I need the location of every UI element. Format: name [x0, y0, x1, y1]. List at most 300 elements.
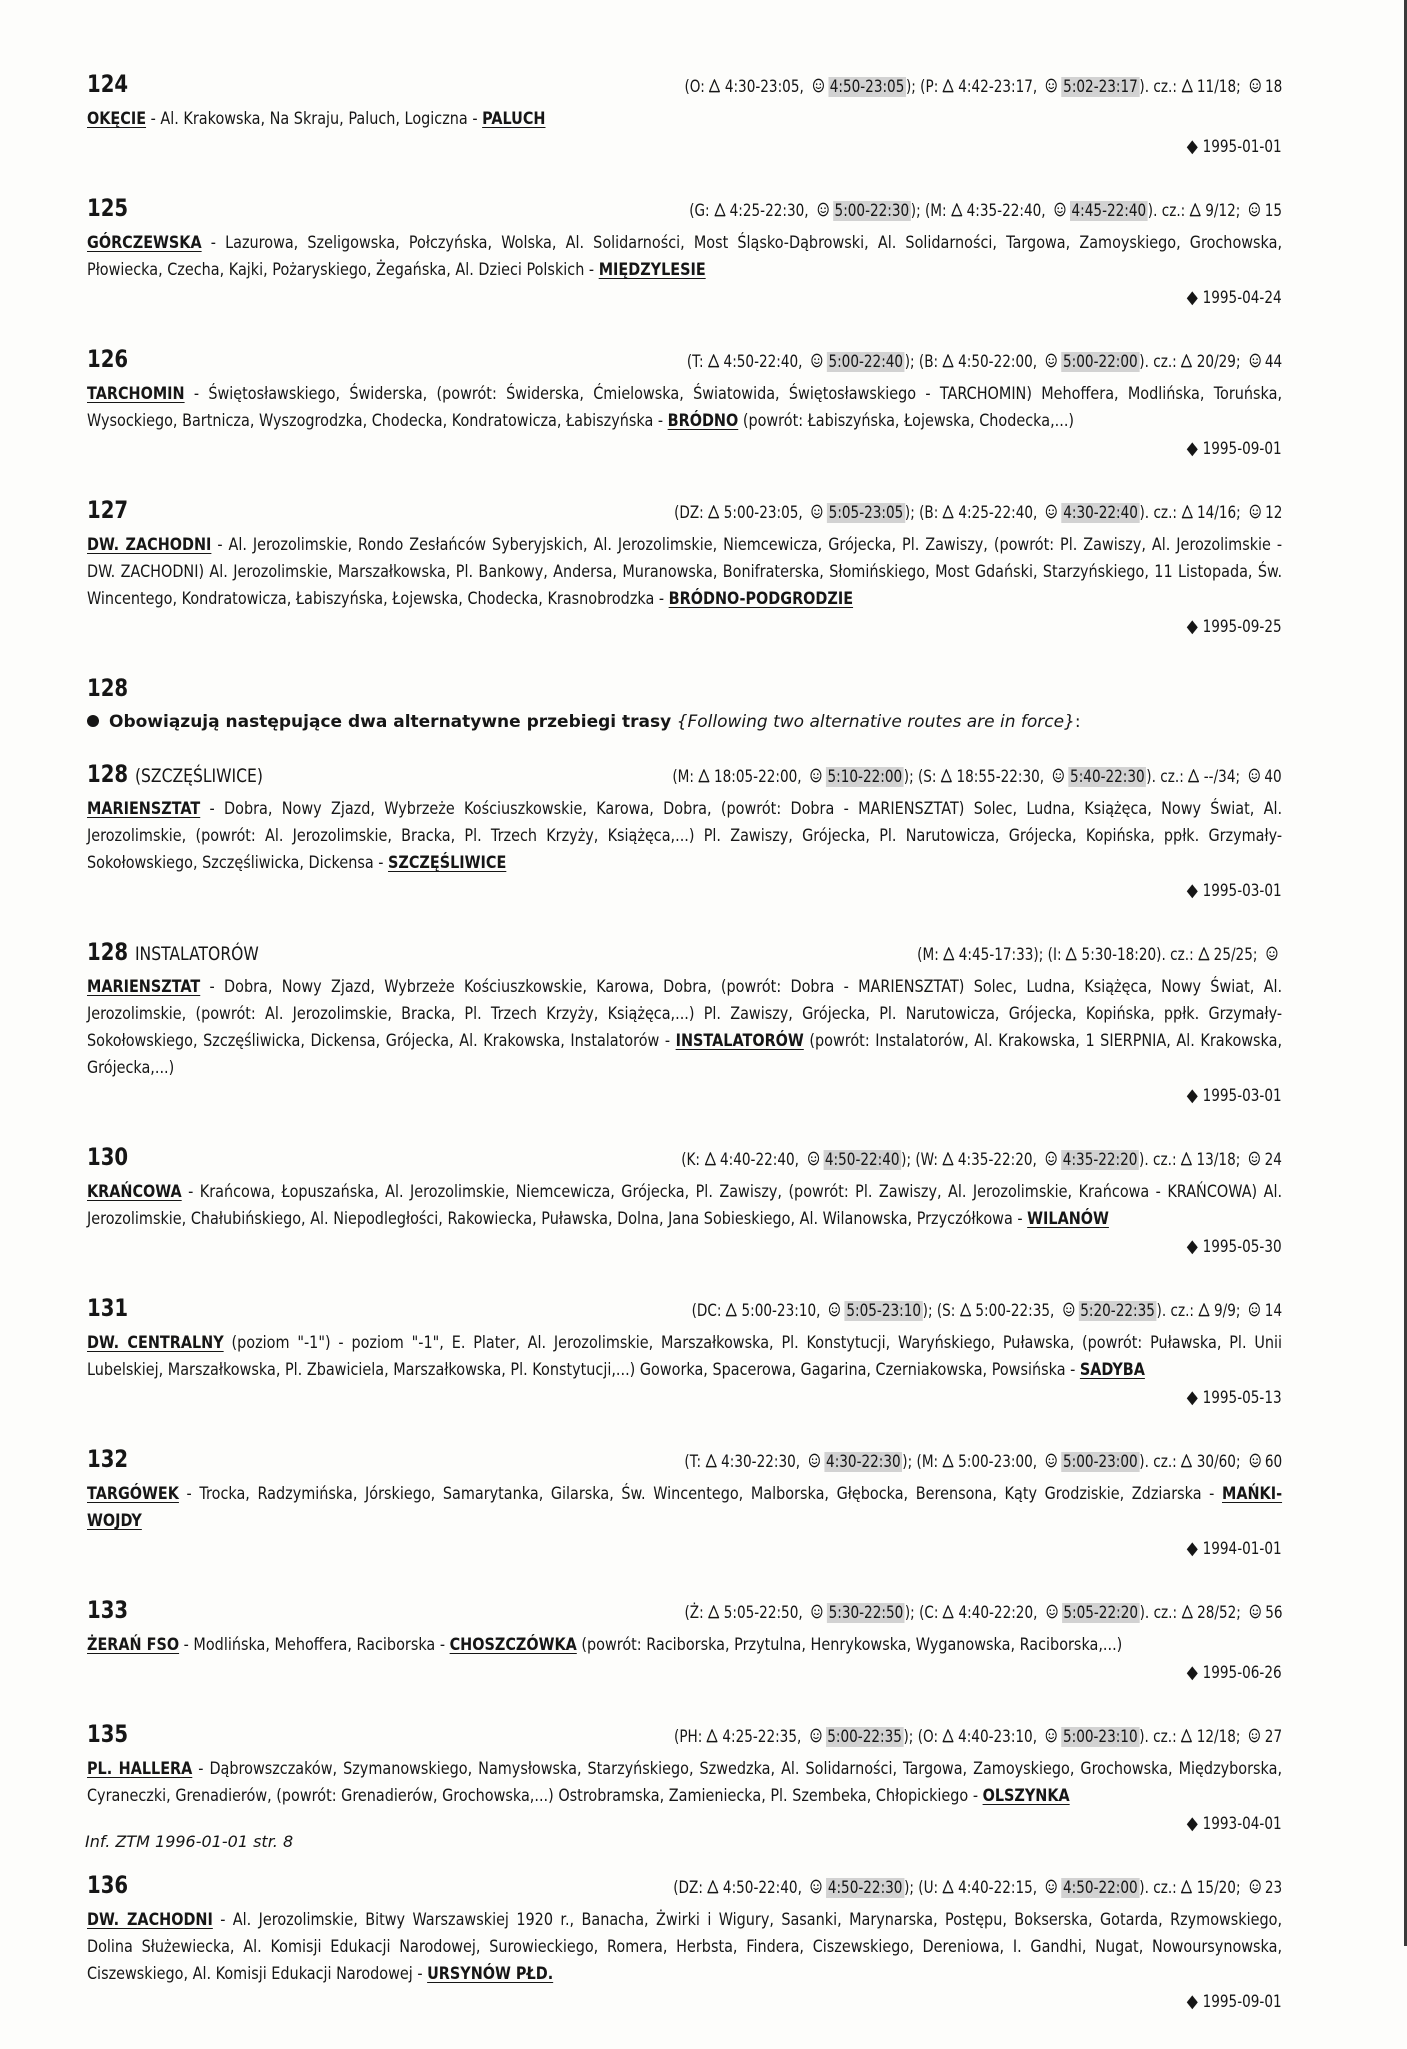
route-number: 135: [87, 1720, 129, 1748]
route-streets: - Dąbrowszczaków, Szymanowskiego, Namysłowska, Starzyńskiego, Szwedzka, Al. Solidarności, Targowa, Zamoyskiego, Grochowska, Międzyborska, Cyraneczki, Grenadierów, (powrót: Grenadierów, Grochowska,...) Ostrobramska, Zamieniecka, Pl. Szembeka, Chłopickiego -: [87, 1759, 1283, 1806]
route-date: 1993-04-01: [1202, 1814, 1282, 1834]
route-end-terminal: CHOSZCZÓWKA: [449, 1635, 577, 1655]
depot-code-b: ); (M:: [902, 1452, 938, 1472]
workday-hours-b: 4:35-22:20,: [957, 1150, 1037, 1170]
depot-code-b: ); (S:: [904, 767, 937, 787]
route-valid-from: [87, 877, 1282, 904]
route-number: 131: [87, 1294, 129, 1322]
route-valid-from: [87, 133, 1282, 160]
route-end-terminal: BRÓDNO-PODGRODZIE: [668, 589, 854, 609]
route-number: 136: [87, 1871, 129, 1899]
smiley-circle-icon: [1053, 768, 1065, 783]
frequency-label: ). cz.:: [1139, 1727, 1177, 1747]
house-outline-icon: [943, 946, 955, 961]
holiday-frequency: 15: [1264, 201, 1282, 221]
route-variant: (SZCZĘŚLIWICE): [134, 765, 263, 787]
route-header: [87, 194, 1282, 230]
house-outline-icon: [942, 1151, 954, 1166]
depot-code-b: ); (M:: [910, 201, 947, 221]
smiley-circle-icon: [810, 768, 822, 783]
depot-code-b: ); (P:: [905, 77, 938, 97]
route-number: 132: [87, 1445, 129, 1473]
route-timetable: [687, 352, 1282, 372]
smiley-circle-icon: [1249, 1453, 1261, 1468]
route-streets: (poziom "-1") - poziom "-1", E. Plater, Al. Jerozolimskie, Marszałkowska, Pl. Konstytucji, Waryńskiego, Puławska, (powrót: Puławska, Pl. Unii Lubelskiej, Marszałkowska, Pl. Zbawiciela, Marszałkowska, Pl. Konstytucji,...) Goworka, Spacerowa, Gagarina, Czerniakowska, Powsińska -: [87, 1333, 1283, 1380]
holiday-hours-b: 4:30-22:40: [1062, 503, 1138, 523]
route-description: [87, 106, 1282, 133]
smiley-circle-icon: [1045, 504, 1057, 519]
house-outline-icon: [725, 1302, 737, 1317]
smiley-circle-icon: [1045, 1604, 1057, 1619]
depot-code-b: (I:: [1047, 945, 1062, 965]
route-valid-from: [87, 1659, 1282, 1686]
holiday-frequency: 18: [1264, 77, 1282, 97]
smiley-circle-icon: [811, 353, 823, 368]
workday-hours-a: 4:30-23:05,: [724, 77, 804, 97]
route-notice: [87, 712, 1282, 732]
house-outline-icon: [714, 202, 726, 217]
route-variant: INSTALATORÓW: [134, 943, 259, 965]
route-timetable: [684, 1603, 1282, 1623]
holiday-hours-a: 5:05-23:10: [846, 1301, 921, 1321]
route-entry: [87, 938, 1282, 1109]
smiley-circle-icon: [1249, 353, 1261, 368]
route-description: [87, 1632, 1282, 1659]
frequency-label: ). cz.:: [1147, 201, 1186, 221]
house-outline-icon: [1188, 768, 1200, 783]
smiley-circle-icon: [1249, 768, 1261, 783]
depot-code-a: (PH:: [673, 1727, 703, 1747]
diamond-icon: ◆: [1187, 880, 1199, 901]
route-number: 130: [87, 1143, 129, 1171]
route-number: 128: [87, 938, 129, 966]
route-number-block: [87, 1720, 128, 1748]
route-timetable: [681, 1150, 1282, 1170]
house-outline-icon: [942, 78, 954, 93]
route-description: [87, 1756, 1282, 1810]
route-return-streets: (powrót: Łabiszyńska, Łojewska, Chodecka,...): [738, 411, 1075, 431]
route-streets: - Modlińska, Mehoffera, Raciborska -: [179, 1635, 450, 1655]
route-entry: [87, 194, 1282, 311]
route-entry: [87, 1720, 1282, 1837]
house-outline-icon: [1181, 353, 1193, 368]
house-outline-icon: [942, 1453, 954, 1468]
route-header: [87, 1445, 1282, 1481]
depot-code-a: (Ż:: [684, 1603, 704, 1623]
route-end-terminal: MIĘDZYLESIE: [598, 260, 706, 280]
holiday-hours-a: 5:00-22:40: [828, 352, 903, 372]
smiley-circle-icon: [817, 202, 829, 217]
workday-hours-a: 18:05-22:00,: [714, 767, 802, 787]
workday-frequency: 11/18;: [1196, 77, 1241, 97]
route-timetable: [684, 1452, 1282, 1472]
holiday-hours-a: 4:30-22:30: [825, 1452, 901, 1472]
depot-code-b: ); (W:: [901, 1150, 938, 1170]
route-streets: - Dobra, Nowy Zjazd, Wybrzeże Kościuszkowskie, Karowa, Dobra, (powrót: Dobra - MARIENSZTAT) Solec, Ludna, Książęca, Nowy Świat, Al. Jerozolimskie, (powrót: Al. Jerozolimskie, Bracka, Pl. Trzech Krzyży, Książęca,...) Pl. Zawiszy, Grójecka, Pl. Narutowicza, Grójecka, Kopińska, ppłk. Grzymały-Sokołowskiego, Szczęśliwicka, Dickensa -: [87, 799, 1283, 873]
workday-frequency: --/34;: [1204, 767, 1241, 787]
route-start-terminal: DW. ZACHODNI: [87, 1910, 213, 1930]
holiday-hours-a: 5:00-22:35: [827, 1727, 902, 1747]
route-date: 1995-03-01: [1202, 881, 1282, 901]
smiley-circle-icon: [829, 1302, 841, 1317]
depot-code-b: ); (U:: [903, 1878, 938, 1898]
workday-hours-a: 4:25-22:35,: [722, 1727, 802, 1747]
route-number-block: [87, 1596, 128, 1624]
depot-code-a: (M:: [672, 767, 695, 787]
depot-code-b: ); (S:: [922, 1301, 956, 1321]
holiday-frequency: 40: [1264, 767, 1282, 787]
house-outline-icon: [698, 768, 710, 783]
route-header: [87, 938, 1282, 974]
route-entry: [87, 1596, 1282, 1686]
route-description: [87, 796, 1282, 877]
house-outline-icon: [942, 504, 954, 519]
workday-hours-a: 4:40-22:40,: [720, 1150, 800, 1170]
house-outline-icon: [1181, 1728, 1193, 1743]
smiley-circle-icon: [1266, 946, 1278, 961]
holiday-hours-b: 4:35-22:20: [1062, 1150, 1138, 1170]
workday-hours-b: 18:55-22:30,: [956, 767, 1045, 787]
route-date: 1995-09-01: [1202, 439, 1282, 459]
diamond-icon: ◆: [1187, 136, 1199, 157]
holiday-hours-a: 4:50-22:40: [824, 1150, 900, 1170]
depot-code-b: ); (C:: [904, 1603, 938, 1623]
depot-code-a: (DZ:: [673, 503, 704, 523]
route-start-terminal: DW. ZACHODNI: [87, 535, 212, 555]
route-timetable: [689, 201, 1282, 221]
diamond-icon: ◆: [1187, 1236, 1199, 1257]
route-date: 1995-06-26: [1202, 1663, 1282, 1683]
route-number-block: [87, 1143, 128, 1171]
workday-hours-a: 4:50-22:40,: [722, 1878, 802, 1898]
house-outline-icon: [704, 1151, 716, 1166]
route-header: [87, 1143, 1282, 1179]
workday-frequency: 9/9;: [1213, 1301, 1241, 1321]
route-entry: [87, 1143, 1282, 1260]
route-end-terminal: SADYBA: [1079, 1360, 1145, 1380]
notice-english: {Following two alternative routes are in force}: [676, 712, 1075, 732]
workday-hours-a: 5:00-23:05,: [723, 503, 803, 523]
workday-frequency: 13/18;: [1196, 1150, 1241, 1170]
route-end-terminal: BRÓDNO: [667, 411, 739, 431]
route-description: [87, 1907, 1282, 1988]
route-number-block: [87, 938, 259, 966]
diamond-icon: ◆: [1187, 616, 1199, 637]
route-128-notice-block: [87, 674, 1282, 732]
house-outline-icon: [709, 78, 721, 93]
route-number: 125: [87, 194, 129, 222]
route-start-terminal: DW. CENTRALNY: [87, 1333, 224, 1353]
frequency-label: cz.:: [1170, 945, 1194, 965]
route-description: [87, 1330, 1282, 1384]
smiley-circle-icon: [1045, 78, 1057, 93]
route-description: [87, 532, 1282, 613]
route-timetable: [692, 1301, 1282, 1321]
route-streets: - Dobra, Nowy Zjazd, Wybrzeże Kościuszkowskie, Karowa, Dobra, (powrót: Dobra - MARIENSZTAT) Solec, Ludna, Książęca, Nowy Świat, Al. Jerozolimskie, (powrót: Al. Jerozolimskie, Bracka, Pl. Trzech Krzyży, Książęca,...) Pl. Zawiszy, Grójecka, Pl. Narutowicza, Grójecka, Kopińska, ppłk. Grzymały-Sokołowskiego, Szczęśliwicka, Dickensa, Grójecka, Al. Krakowska, Instalatorów -: [87, 977, 1283, 1051]
depot-code-b: ); (B:: [904, 503, 938, 523]
smiley-circle-icon: [1249, 202, 1261, 217]
workday-frequency: 20/29;: [1196, 352, 1241, 372]
workday-hours-a: 5:05-22:50,: [723, 1603, 803, 1623]
workday-hours-a: 5:00-23:10,: [741, 1301, 821, 1321]
route-number-block: [87, 1445, 128, 1473]
workday-hours-b: 4:50-22:00,: [957, 352, 1037, 372]
house-outline-icon: [1181, 504, 1193, 519]
holiday-frequency: 23: [1264, 1878, 1282, 1898]
route-description: [87, 381, 1282, 435]
diamond-icon: ◆: [1187, 1538, 1199, 1559]
frequency-label: ). cz.:: [1139, 1603, 1177, 1623]
workday-frequency: 12/18;: [1196, 1727, 1241, 1747]
route-description: [87, 230, 1282, 284]
route-streets: - Krańcowa, Łopuszańska, Al. Jerozolimskie, Niemcewicza, Grójecka, Pl. Zawiszy, (powrót: Pl. Zawiszy, Al. Jerozolimskie, Krańcowa - KRAŃCOWA) Al. Jerozolimskie, Chałubińskiego, Al. Niepodległości, Rakowiecka, Puławska, Dolna, Jana Sobieskiego, Al. Wilanowska, Przyczółkowa -: [87, 1182, 1283, 1229]
workday-hours-b: 4:35-22:40,: [966, 201, 1046, 221]
holiday-hours-b: 5:00-23:10: [1062, 1727, 1138, 1747]
house-outline-icon: [1181, 1453, 1193, 1468]
route-return-streets: (powrót: Raciborska, Przytulna, Henrykowska, Wyganowska, Raciborska,...): [576, 1635, 1123, 1655]
route-start-terminal: PL. HALLERA: [87, 1759, 193, 1779]
workday-frequency: 28/52;: [1196, 1603, 1241, 1623]
route-entry: [87, 496, 1282, 640]
workday-frequency: 14/16;: [1196, 503, 1241, 523]
route-streets: - Lazurowa, Szeligowska, Połczyńska, Wolska, Al. Solidarności, Most Śląsko-Dąbrowski, Al. Solidarności, Targowa, Zamoyskiego, Grochowska, Płowiecka, Czecha, Kajki, Pożaryskiego, Żegańska, Al. Dzieci Polskich -: [87, 233, 1283, 280]
frequency-label: ). cz.:: [1139, 1150, 1177, 1170]
route-number-block: [87, 70, 128, 98]
house-outline-icon: [942, 1879, 954, 1894]
smiley-circle-icon: [811, 504, 823, 519]
house-outline-icon: [1181, 1604, 1193, 1619]
route-number-block: [87, 760, 263, 788]
route-valid-from: [87, 1082, 1282, 1109]
house-outline-icon: [942, 1728, 954, 1743]
holiday-frequency: 14: [1264, 1301, 1282, 1321]
depot-code-a: (O:: [684, 77, 705, 97]
workday-frequency: 25/25;: [1213, 945, 1258, 965]
route-start-terminal: ŻERAŃ FSO: [87, 1635, 180, 1655]
route-date: 1995-09-01: [1202, 1992, 1282, 2012]
route-number: 127: [87, 496, 129, 524]
depot-code-a: (T:: [684, 1452, 701, 1472]
frequency-label: ). cz.:: [1139, 1878, 1177, 1898]
depot-code-a: (DZ:: [673, 1878, 703, 1898]
depot-code-a: (T:: [686, 352, 704, 372]
route-streets: - Al. Jerozolimskie, Rondo Zesłańców Syberyjskich, Al. Jerozolimskie, Niemcewicza, Grójecka, Pl. Zawiszy, (powrót: Pl. Zawiszy, Al. Jerozolimskie - DW. ZACHODNI) Al. Jerozolimskie, Marszałkowska, Pl. Bankowy, Andersa, Muranowska, Bonifraterska, Słomińskiego, Most Gdański, Starzyńskiego, 11 Listopada, Św. Wincentego, Kondratowicza, Łabiszyńska, Łojewska, Chodecka, Krasnobrodzka -: [87, 535, 1283, 609]
route-end-terminal: PALUCH: [482, 109, 546, 129]
house-outline-icon: [707, 1604, 719, 1619]
house-outline-icon: [1189, 202, 1201, 217]
holiday-frequency: 24: [1264, 1150, 1282, 1170]
route-start-terminal: TARCHOMIN: [87, 384, 185, 404]
workday-hours-b: 5:00-23:00,: [957, 1452, 1037, 1472]
route-date: 1995-03-01: [1202, 1086, 1282, 1106]
workday-hours-b: 5:30-18:20).: [1081, 945, 1167, 965]
depot-code-b: ); (O:: [903, 1727, 938, 1747]
diamond-icon: ◆: [1187, 438, 1199, 459]
route-header: [87, 1720, 1282, 1756]
house-outline-icon: [1181, 1879, 1193, 1894]
depot-code-a: (M:: [917, 945, 940, 965]
smiley-circle-icon: [1249, 78, 1261, 93]
route-header: [87, 345, 1282, 381]
route-entry: [87, 1294, 1282, 1411]
route-start-terminal: MARIENSZTAT: [87, 977, 201, 997]
holiday-hours-a: 5:05-23:05: [828, 503, 903, 523]
smiley-circle-icon: [1249, 1302, 1261, 1317]
holiday-frequency: 12: [1264, 503, 1282, 523]
smiley-circle-icon: [810, 1728, 822, 1743]
smiley-circle-icon: [1249, 1879, 1261, 1894]
route-date: 1995-05-30: [1202, 1237, 1282, 1257]
route-end-terminal: SZCZĘŚLIWICE: [388, 853, 507, 873]
depot-code-a: (DC:: [691, 1301, 722, 1321]
route-valid-from: [87, 1535, 1282, 1562]
route-date: 1995-05-13: [1202, 1388, 1282, 1408]
route-header: [87, 1294, 1282, 1330]
frequency-label: ). cz.:: [1139, 352, 1177, 372]
route-valid-from: [87, 613, 1282, 640]
notice-polish: Obowiązują następujące dwa alternatywne przebiegi trasy: [109, 712, 672, 732]
route-description: [87, 1179, 1282, 1233]
route-timetable: [674, 1727, 1282, 1747]
route-valid-from: [87, 284, 1282, 311]
workday-hours-a: 4:25-22:30,: [729, 201, 809, 221]
frequency-label: ). cz.:: [1139, 1452, 1177, 1472]
smiley-circle-icon: [807, 1151, 819, 1166]
route-date: 1994-01-01: [1202, 1539, 1282, 1559]
route-valid-from: [87, 1233, 1282, 1260]
workday-hours-a: 4:45-17:33);: [959, 945, 1044, 965]
route-number-block: [87, 194, 128, 222]
route-header: [87, 1871, 1282, 1907]
smiley-circle-icon: [812, 78, 824, 93]
smiley-circle-icon: [1249, 1728, 1261, 1743]
holiday-hours-b: 5:02-23:17: [1062, 77, 1138, 97]
route-start-terminal: KRAŃCOWA: [87, 1182, 182, 1202]
route-timetable: [917, 945, 1282, 965]
route-end-terminal: INSTALATORÓW: [675, 1031, 804, 1051]
route-end-terminal: OLSZYNKA: [982, 1786, 1070, 1806]
frequency-label: ). cz.:: [1146, 767, 1185, 787]
holiday-frequency: 27: [1264, 1727, 1282, 1747]
holiday-hours-b: 4:50-22:00: [1062, 1878, 1138, 1898]
holiday-frequency: 60: [1264, 1452, 1282, 1472]
holiday-frequency: 56: [1264, 1603, 1282, 1623]
smiley-circle-icon: [1249, 1151, 1261, 1166]
house-outline-icon: [705, 1453, 717, 1468]
depot-code-a: (K:: [681, 1150, 701, 1170]
holiday-hours-b: 4:45-22:40: [1071, 201, 1147, 221]
workday-hours-b: 4:40-23:10,: [957, 1727, 1037, 1747]
route-header: [87, 496, 1282, 532]
house-outline-icon: [707, 353, 719, 368]
route-number: 124: [87, 70, 129, 98]
route-valid-from: [87, 1988, 1282, 2015]
route-entry: [87, 1871, 1282, 2015]
route-timetable: [684, 77, 1282, 97]
route-description: [87, 1481, 1282, 1535]
route-date: 1995-09-25: [1202, 617, 1282, 637]
route-number-block: [87, 345, 128, 373]
workday-hours-b: 4:40-22:20,: [957, 1603, 1037, 1623]
smiley-circle-icon: [1045, 1151, 1057, 1166]
holiday-hours-b: 5:00-22:00: [1062, 352, 1138, 372]
workday-frequency: 9/12;: [1205, 201, 1241, 221]
smiley-circle-icon: [810, 1879, 822, 1894]
route-header: [87, 70, 1282, 106]
route-number: 128: [87, 760, 129, 788]
bullet-icon: [87, 715, 99, 727]
workday-frequency: 30/60;: [1196, 1452, 1241, 1472]
route-number: 128: [87, 674, 129, 702]
holiday-hours-b: 5:20-22:35: [1080, 1301, 1155, 1321]
route-number-block: [87, 1871, 128, 1899]
route-number-block: [87, 496, 128, 524]
notice-colon: :: [1074, 712, 1081, 732]
route-start-terminal: MARIENSZTAT: [87, 799, 201, 819]
house-outline-icon: [959, 1302, 971, 1317]
route-number-block: [87, 1294, 128, 1322]
smiley-circle-icon: [1045, 1879, 1057, 1894]
route-header: [87, 1596, 1282, 1632]
smiley-circle-icon: [1249, 504, 1261, 519]
smiley-circle-icon: [811, 1604, 823, 1619]
holiday-hours-b: 5:05-22:20: [1062, 1603, 1138, 1623]
route-date: 1995-01-01: [1202, 137, 1282, 157]
route-timetable: [673, 1878, 1282, 1898]
diamond-icon: ◆: [1187, 1813, 1199, 1834]
route-streets: - Trocka, Radzymińska, Jórskiego, Samarytanka, Gilarska, Św. Wincentego, Malborska, Głębocka, Berensona, Kąty Grodziskie, Zdziarska -: [178, 1484, 1223, 1504]
workday-hours-b: 5:00-22:35,: [975, 1301, 1055, 1321]
route-entry: [87, 345, 1282, 462]
workday-hours-a: 4:30-22:30,: [720, 1452, 800, 1472]
house-outline-icon: [951, 202, 963, 217]
house-outline-icon: [707, 504, 719, 519]
workday-frequency: 15/20;: [1196, 1878, 1241, 1898]
route-valid-from: [87, 435, 1282, 462]
house-outline-icon: [1198, 946, 1210, 961]
depot-code-a: (G:: [689, 201, 710, 221]
workday-hours-b: 4:42-23:17,: [957, 77, 1037, 97]
smiley-circle-icon: [1045, 1453, 1057, 1468]
route-start-terminal: TARGÓWEK: [87, 1484, 179, 1504]
route-entry: [87, 1445, 1282, 1562]
workday-hours-b: 4:40-22:15,: [957, 1878, 1037, 1898]
holiday-hours-a: 5:10-22:00: [827, 767, 903, 787]
smiley-circle-icon: [1045, 353, 1057, 368]
route-end-terminal: MAŃKI-WOJDY: [87, 1484, 1283, 1531]
diamond-icon: ◆: [1187, 1085, 1199, 1106]
house-outline-icon: [707, 1879, 719, 1894]
route-timetable: [673, 767, 1282, 787]
holiday-hours-a: 5:30-22:50: [828, 1603, 903, 1623]
route-header: [87, 674, 1282, 708]
route-end-terminal: URSYNÓW PŁD.: [427, 1964, 554, 1984]
workday-hours-b: 4:25-22:40,: [957, 503, 1037, 523]
house-outline-icon: [941, 768, 953, 783]
route-streets: - Al. Jerozolimskie, Bitwy Warszawskiej 1920 r., Banacha, Żwirki i Wigury, Sasanki, Marynarska, Postępu, Bokserska, Gotarda, Rzymowskiego, Dolina Służewiecka, Al. Komisji Edukacji Narodowej, Surowieckiego, Romera, Herbsta, Findera, Ciszewskiego, Dereniowa, I. Gandhi, Nugat, Nowoursynowska, Ciszewskiego, Al. Komisji Edukacji Narodowej -: [87, 1910, 1283, 1984]
house-outline-icon: [706, 1728, 718, 1743]
house-outline-icon: [1066, 946, 1078, 961]
route-description: [87, 974, 1282, 1082]
smiley-circle-icon: [1249, 1604, 1261, 1619]
route-streets: - Al. Krakowska, Na Skraju, Paluch, Logiczna -: [146, 109, 483, 129]
route-number: 126: [87, 345, 129, 373]
route-return-streets: (powrót: Instalatorów, Al. Krakowska, 1 SIERPNIA, Al. Krakowska, Grójecka,...): [87, 1031, 1283, 1078]
route-streets: - Świętosławskiego, Świderska, (powrót: Świderska, Ćmielowska, Światowida, Świętosławskiego - TARCHOMIN) Mehoffera, Modlińska, Toruńska, Wysockiego, Bartnicza, Wyszogrodzka, Chodecka, Kondratowicza, Łabiszyńska -: [87, 384, 1283, 431]
holiday-frequency: 44: [1264, 352, 1282, 372]
workday-hours-a: 4:50-22:40,: [723, 352, 803, 372]
route-entry: [87, 70, 1282, 160]
